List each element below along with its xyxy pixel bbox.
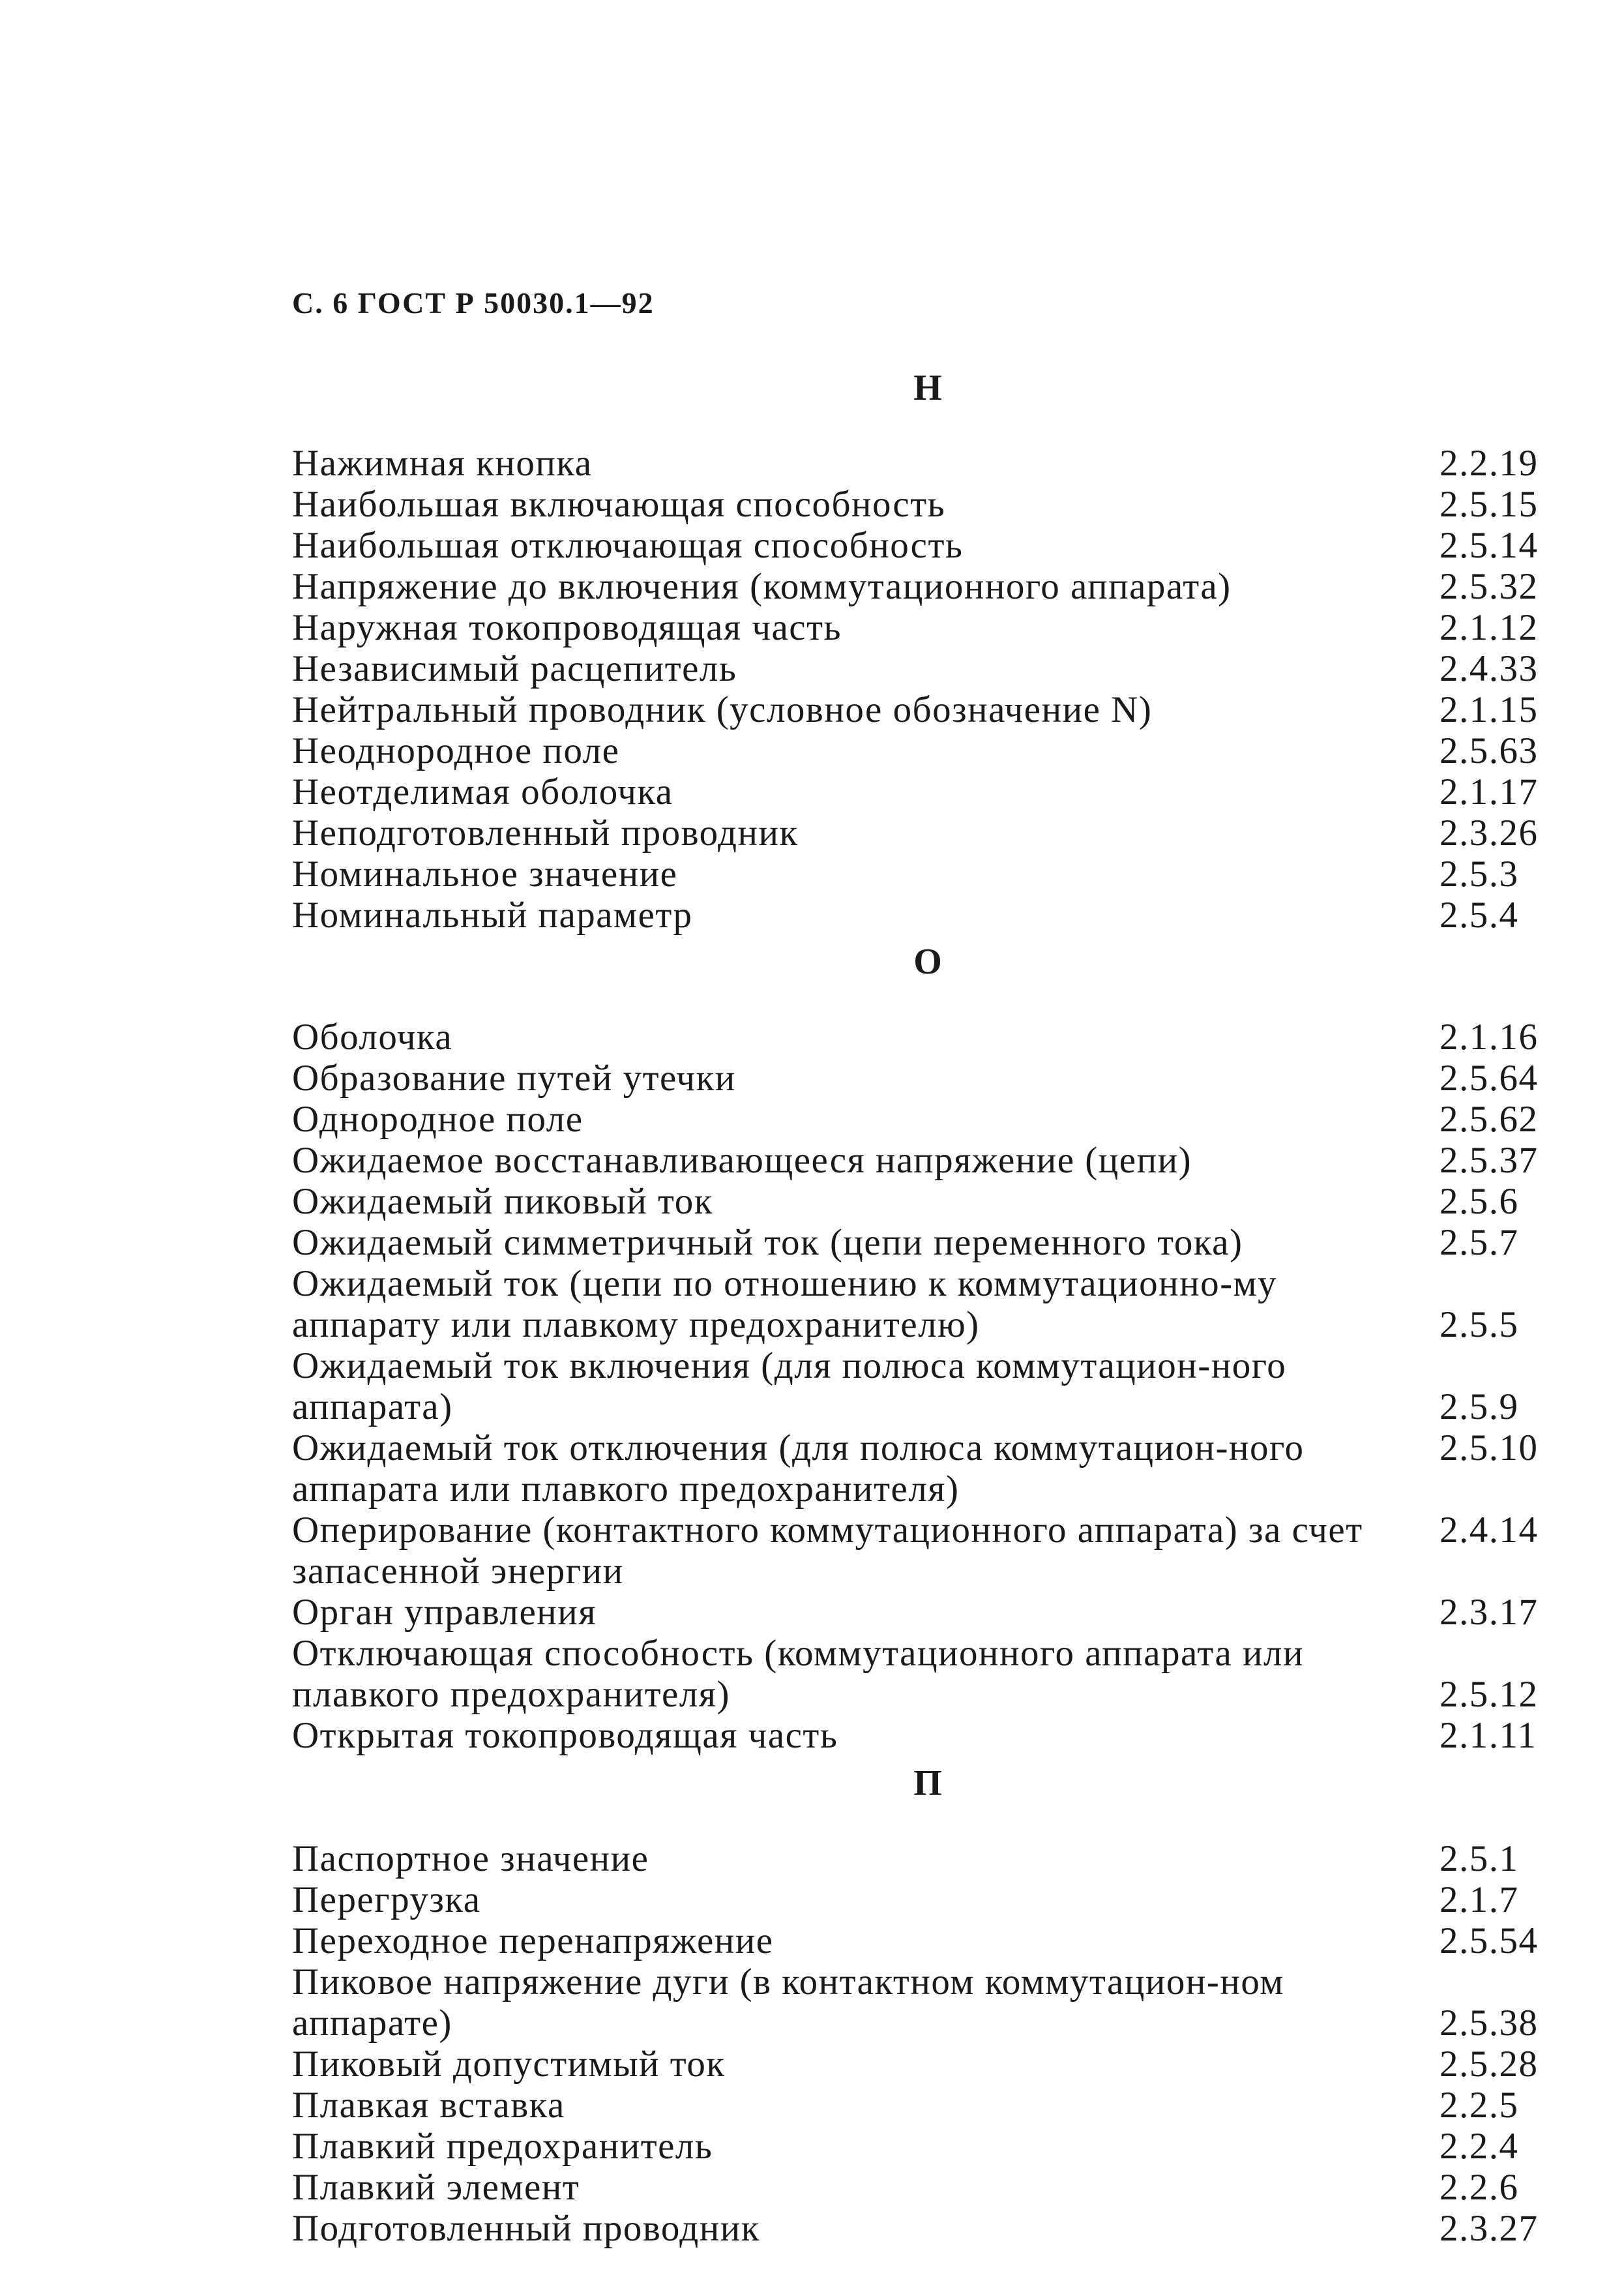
- index-entry: [292, 730, 1563, 771]
- entry-reference: 2.5.5: [1439, 1304, 1519, 1345]
- entry-reference: 2.1.12: [1439, 607, 1539, 648]
- index-entry: [292, 1222, 1563, 1263]
- entry-reference: 2.3.27: [1439, 2208, 1539, 2249]
- entry-term: Ожидаемый ток отключения (для полюса коммутацион-ного аппарата или плавкого предохранителя): [292, 1427, 1305, 1510]
- entry-list: [292, 1017, 1563, 1756]
- entry-term: Неоднородное поле: [292, 730, 620, 771]
- entry-list: [292, 1838, 1563, 2249]
- entry-term: Пиковое напряжение дуги (в контактном коммутацион-ном аппарате): [292, 1961, 1284, 2044]
- entry-term: Оперирование (контактного коммутационного аппарата) за счет запасенной энергии: [292, 1510, 1363, 1592]
- entry-reference: 2.2.5: [1439, 2085, 1519, 2126]
- entry-reference: 2.1.17: [1439, 771, 1539, 812]
- index-entry: [292, 607, 1563, 648]
- index-entry: [292, 1058, 1563, 1099]
- entry-term: Номинальное значение: [292, 854, 678, 895]
- entry-term: Номинальный параметр: [292, 895, 693, 936]
- index-section-p: [292, 1757, 1563, 2249]
- entry-reference: 2.5.64: [1439, 1058, 1539, 1099]
- index-entry: [292, 812, 1563, 854]
- index-entry: [292, 689, 1563, 730]
- entry-reference: 2.2.6: [1439, 2167, 1519, 2208]
- entry-reference: 2.1.16: [1439, 1017, 1539, 1058]
- index-entry: [292, 566, 1563, 607]
- entry-reference: 2.5.38: [1439, 2002, 1539, 2044]
- index-entry: [292, 484, 1563, 525]
- entry-reference: 2.3.26: [1439, 812, 1539, 854]
- entry-reference: 2.5.3: [1439, 854, 1519, 895]
- entry-term: Нейтральный проводник (условное обозначение N): [292, 689, 1153, 730]
- index-entry: [292, 1017, 1563, 1058]
- entry-term: Ожидаемый ток (цепи по отношению к коммутационно-му аппарату или плавкому предохранителю): [292, 1263, 1278, 1345]
- entry-reference: 2.4.14: [1439, 1510, 1539, 1551]
- index-entry: [292, 1181, 1563, 1222]
- entry-reference: 2.4.33: [1439, 648, 1539, 689]
- index-entry: [292, 2126, 1563, 2167]
- entry-reference: 2.2.4: [1439, 2126, 1519, 2167]
- index-entry: [292, 1263, 1563, 1345]
- entry-term: Нажимная кнопка: [292, 443, 593, 484]
- entry-term: Открытая токопроводящая часть: [292, 1715, 838, 1756]
- entry-reference: 2.5.62: [1439, 1099, 1539, 1140]
- entry-reference: 2.1.15: [1439, 689, 1539, 730]
- entry-reference: 2.1.11: [1439, 1715, 1537, 1756]
- index-entry: [292, 1099, 1563, 1140]
- index-entry: [292, 2085, 1563, 2126]
- entry-term: Плавкий предохранитель: [292, 2126, 713, 2167]
- index-entry: [292, 1510, 1563, 1592]
- index-entry: [292, 2208, 1563, 2249]
- entry-term: Пиковый допустимый ток: [292, 2044, 726, 2085]
- entry-reference: 2.5.7: [1439, 1222, 1519, 1263]
- entry-reference: 2.5.6: [1439, 1181, 1519, 1222]
- index-entry: [292, 1592, 1563, 1633]
- entry-reference: 2.5.10: [1439, 1427, 1539, 1468]
- index-entry: [292, 854, 1563, 895]
- entry-term: Плавкая вставка: [292, 2085, 565, 2126]
- entry-reference: 2.5.15: [1439, 484, 1539, 525]
- entry-reference: 2.5.32: [1439, 566, 1539, 607]
- entry-term: Наружная токопроводящая часть: [292, 607, 842, 648]
- entry-term: Отключающая способность (коммутационного аппарата или плавкого предохранителя): [292, 1633, 1304, 1715]
- entry-term: Однородное поле: [292, 1099, 583, 1140]
- entry-reference: 2.3.17: [1439, 1592, 1539, 1633]
- index-entry: [292, 1427, 1563, 1510]
- entry-term: Образование путей утечки: [292, 1058, 736, 1099]
- index-entry: [292, 443, 1563, 484]
- index-entry: [292, 1345, 1563, 1427]
- entry-term: Наибольшая отключающая способность: [292, 525, 964, 566]
- entry-reference: 2.5.4: [1439, 895, 1519, 936]
- index-entry: [292, 1838, 1563, 1879]
- entry-term: Неподготовленный проводник: [292, 812, 799, 854]
- entry-reference: 2.5.63: [1439, 730, 1539, 771]
- entry-reference: 2.5.1: [1439, 1838, 1519, 1879]
- entry-term: Ожидаемое восстанавливающееся напряжение (цепи): [292, 1140, 1192, 1181]
- entry-reference: 2.5.14: [1439, 525, 1539, 566]
- index-entry: [292, 895, 1563, 936]
- index-entry: [292, 771, 1563, 812]
- entry-term: Плавкий элемент: [292, 2167, 580, 2208]
- index-entry: [292, 648, 1563, 689]
- index-entry: [292, 1633, 1563, 1715]
- index-entry: [292, 1715, 1563, 1756]
- entry-term: Оболочка: [292, 1017, 453, 1058]
- entry-reference: 2.5.12: [1439, 1674, 1539, 1715]
- entry-term: Перегрузка: [292, 1879, 481, 1920]
- index-entry: [292, 1961, 1563, 2044]
- entry-term: Наибольшая включающая способность: [292, 484, 946, 525]
- section-letter: Н: [913, 368, 942, 408]
- index-entry: [292, 1920, 1563, 1961]
- entry-term: Переходное перенапряжение: [292, 1920, 774, 1961]
- entry-term: Паспортное значение: [292, 1838, 649, 1879]
- entry-list: [292, 443, 1563, 936]
- entry-term: Ожидаемый пиковый ток: [292, 1181, 713, 1222]
- entry-term: Подготовленный проводник: [292, 2208, 760, 2249]
- index-entry: [292, 525, 1563, 566]
- entry-term: Орган управления: [292, 1592, 597, 1633]
- section-letter: П: [913, 1763, 942, 1804]
- entry-reference: 2.2.19: [1439, 443, 1539, 484]
- entry-term: Ожидаемый ток включения (для полюса коммутацион-ного аппарата): [292, 1345, 1287, 1427]
- entry-reference: 2.5.54: [1439, 1920, 1539, 1961]
- entry-term: Независимый расцепитель: [292, 648, 737, 689]
- index-entry: [292, 2044, 1563, 2085]
- index-entry: [292, 1140, 1563, 1181]
- index-section-o: [292, 936, 1563, 1756]
- section-letter: О: [913, 942, 942, 982]
- index-entry: [292, 2167, 1563, 2208]
- index-entry: [292, 1879, 1563, 1920]
- entry-term: Неотделимая оболочка: [292, 771, 673, 812]
- entry-term: Напряжение до включения (коммутационного аппарата): [292, 566, 1232, 607]
- entry-reference: 2.5.37: [1439, 1140, 1539, 1181]
- entry-term: Ожидаемый симметричный ток (цепи переменного тока): [292, 1222, 1243, 1263]
- entry-reference: 2.5.9: [1439, 1386, 1519, 1427]
- entry-reference: 2.1.7: [1439, 1879, 1519, 1920]
- entry-reference: 2.5.28: [1439, 2044, 1539, 2085]
- index-section-n: [292, 362, 1563, 936]
- page-header: С. 6 ГОСТ Р 50030.1—92: [292, 286, 655, 320]
